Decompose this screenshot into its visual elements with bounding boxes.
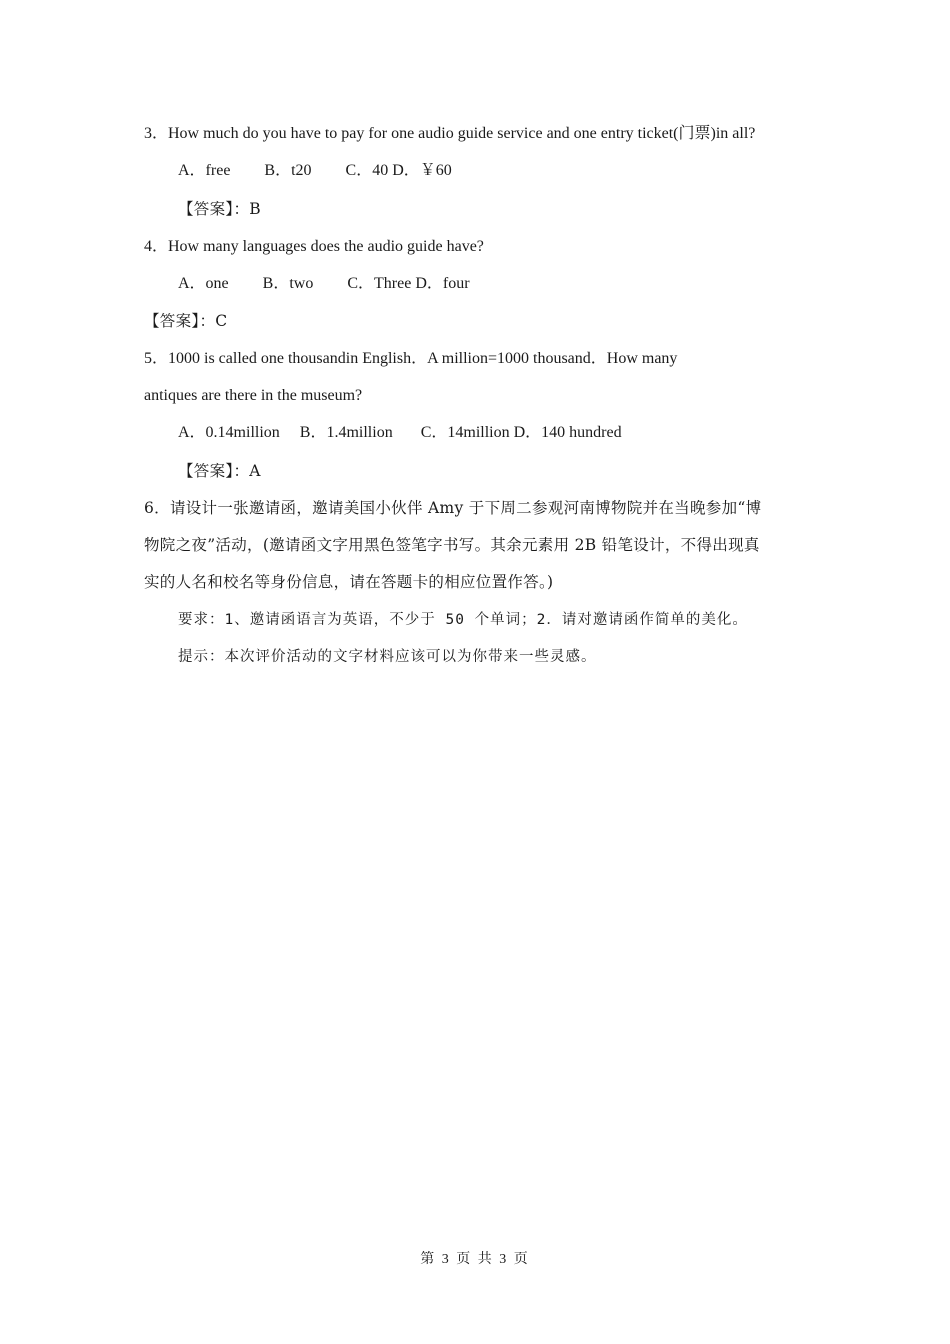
option-b: B．two <box>262 275 314 292</box>
option-c-d: C．14million D．140 hundred <box>420 424 622 441</box>
question-4-options <box>178 274 500 294</box>
option-a: A．one <box>178 275 229 292</box>
option-a: A．free <box>178 162 231 179</box>
page-number-footer: 第 3 页 共 3 页 <box>420 1252 530 1267</box>
option-b: B．t20 <box>264 162 312 179</box>
question-3-stem: 3．How much do you have to pay for one audio guide service and one entry ticket(门票)in all? <box>144 125 756 142</box>
option-c-d: C．Three D．four <box>347 275 470 292</box>
question-5-stem-line-2: antiques are there in the museum? <box>144 387 363 404</box>
question-5-options <box>178 423 652 443</box>
question-5-answer: 【答案】：A <box>178 462 261 480</box>
question-6-stem-line-2: 物院之夜”活动，(邀请函文字用黑色签笔字书写。其余元素用 2B 铅笔设计，不得出现真 <box>144 536 760 554</box>
question-3-options <box>178 161 482 181</box>
question-4-stem: 4．How many languages does the audio guide have? <box>144 238 484 255</box>
question-5-stem-line-1: 5．1000 is called one thousandin English．A million=1000 thousand．How many <box>144 350 678 367</box>
option-b: B．1.4million <box>299 424 393 441</box>
question-4-answer: 【答案】：C <box>144 312 228 330</box>
option-a: A．0.14million <box>178 424 280 441</box>
question-3-answer: 【答案】：B <box>178 200 261 218</box>
question-6-requirement: 要求：1、邀请函语言为英语，不少于 50 个单词；2．请对邀请函作简单的美化。 <box>178 612 748 628</box>
question-6-hint: 提示：本次评价活动的文字材料应该可以为你带来一些灵感。 <box>178 649 597 665</box>
question-6-stem-line-3: 实的人名和校名等身份信息，请在答题卡的相应位置作答。) <box>144 573 554 591</box>
option-c-d: C．40 D．￥60 <box>345 162 452 179</box>
question-6-stem-line-1: 6．请设计一张邀请函，邀请美国小伙伴 Amy 于下周二参观河南博物院并在当晚参加“博 <box>144 499 762 517</box>
